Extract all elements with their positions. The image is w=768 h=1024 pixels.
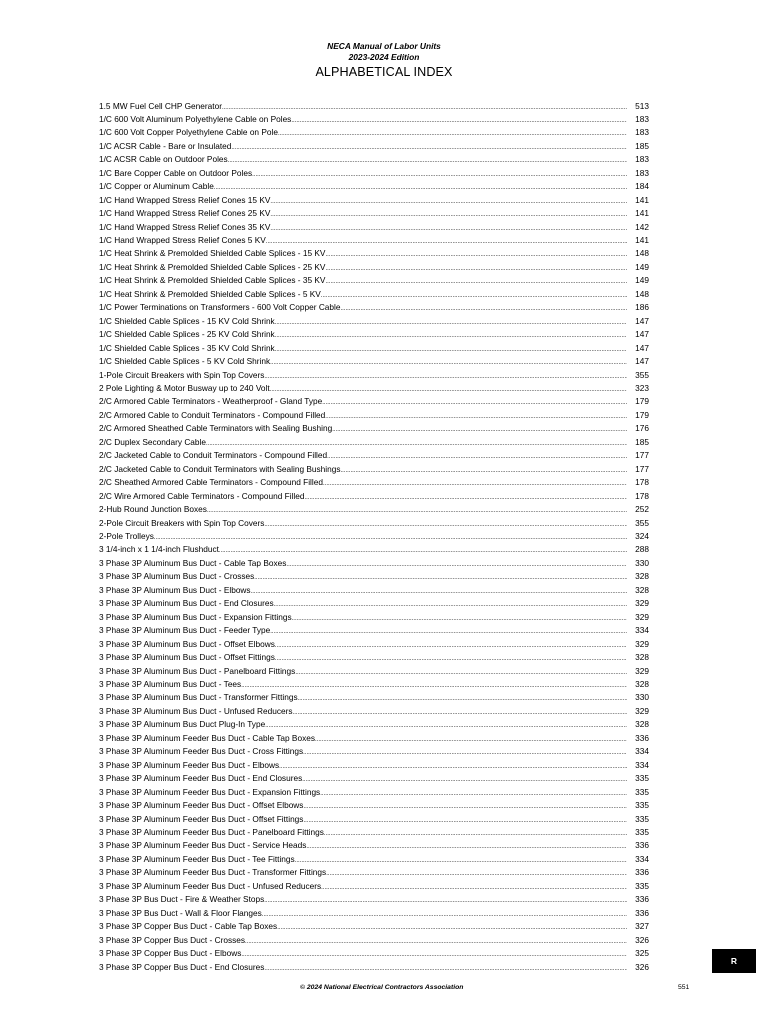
index-entry-page: 323 [635, 383, 649, 394]
index-entry-text: 3 Phase 3P Aluminum Feeder Bus Duct - Elbows [99, 759, 280, 770]
index-entry-text: 2-Hub Round Junction Boxes [99, 504, 207, 515]
dot-leader [320, 786, 627, 799]
index-entry-text: 1/C Hand Wrapped Stress Relief Cones 25 KV [99, 208, 271, 219]
dot-leader [264, 517, 627, 530]
index-entry-page: 335 [635, 880, 649, 891]
dot-leader [275, 342, 627, 355]
index-entry-text: 2 Pole Lighting & Motor Busway up to 240 Volt [99, 383, 270, 394]
index-entry [99, 490, 649, 503]
index-entry [99, 718, 649, 731]
index-entry-text: 3 Phase 3P Aluminum Feeder Bus Duct - Panelboard Fittings [99, 826, 324, 837]
index-entry-page: 176 [635, 423, 649, 434]
index-entry [99, 678, 649, 691]
index-entry [99, 530, 649, 543]
index-entry [99, 517, 649, 530]
index-entry [99, 597, 649, 610]
index-entry-text: 2/C Wire Armored Cable Terminators - Compound Filled [99, 490, 305, 501]
index-entry-page: 326 [635, 961, 649, 972]
index-entry-text: 1/C Shielded Cable Splices - 35 KV Cold Shrink [99, 342, 275, 353]
index-entry-page: 148 [635, 248, 649, 259]
dot-leader [275, 651, 627, 664]
index-entry [99, 853, 649, 866]
dot-leader [264, 961, 627, 974]
dot-leader [341, 301, 628, 314]
index-entry-text: 2/C Jacketed Cable to Conduit Terminators with Sealing Bushings [99, 463, 341, 474]
dot-leader [325, 261, 627, 274]
index-entry [99, 180, 649, 193]
index-entry-text: 1/C Heat Shrink & Premolded Shielded Cable Splices - 35 KV [99, 275, 326, 286]
index-entry-text: 3 Phase 3P Bus Duct - Wall & Floor Flanges [99, 907, 262, 918]
index-entry-text: 3 Phase 3P Copper Bus Duct - Cable Tap Boxes [99, 921, 278, 932]
index-entry-page: 330 [635, 692, 649, 703]
dot-leader [251, 584, 627, 597]
index-entry-page: 335 [635, 813, 649, 824]
dot-leader [264, 893, 627, 906]
index-entry-text: 1/C Shielded Cable Splices - 25 KV Cold Shrink [99, 329, 275, 340]
index-entry-text: 1/C Shielded Cable Splices - 5 KV Cold Shrink [99, 356, 271, 367]
index-entry [99, 409, 649, 422]
index-entry [99, 153, 649, 166]
index-entry [99, 422, 649, 435]
index-entry-page: 179 [635, 409, 649, 420]
dot-leader [277, 920, 627, 933]
dot-leader [278, 126, 627, 139]
index-entry-text: 1/C 600 Volt Aluminum Polyethylene Cable on Poles [99, 113, 292, 124]
index-entry-page: 329 [635, 665, 649, 676]
index-entry [99, 584, 649, 597]
index-entry-page: 179 [635, 396, 649, 407]
index-entry-text: 3 Phase 3P Aluminum Bus Duct - End Closures [99, 598, 274, 609]
index-entry-text: 1.5 MW Fuel Cell CHP Generator [99, 100, 222, 111]
index-entry-page: 326 [635, 934, 649, 945]
index-entry-page: 328 [635, 719, 649, 730]
index-entry [99, 624, 649, 637]
index-entry-text: 3 Phase 3P Aluminum Bus Duct - Crosses [99, 571, 255, 582]
index-entry [99, 772, 649, 785]
index-entry [99, 907, 649, 920]
index-entry-page: 147 [635, 329, 649, 340]
index-entry-page: 328 [635, 652, 649, 663]
dot-leader [327, 449, 627, 462]
index-entry-page: 334 [635, 759, 649, 770]
dot-leader [241, 678, 627, 691]
index-entry [99, 745, 649, 758]
dot-leader [252, 167, 627, 180]
index-entry [99, 826, 649, 839]
index-entry-text: 1/C Bare Copper Cable on Outdoor Poles [99, 167, 253, 178]
index-entry-text: 3 Phase 3P Aluminum Feeder Bus Duct - End Closures [99, 773, 303, 784]
index-entry-page: 334 [635, 625, 649, 636]
index-entry-page: 336 [635, 840, 649, 851]
index-entry-page: 183 [635, 127, 649, 138]
index-entry-text: 2/C Duplex Secondary Cable [99, 436, 206, 447]
dot-leader [274, 597, 627, 610]
index-entry-text: 3 Phase 3P Aluminum Feeder Bus Duct - Transformer Fittings [99, 867, 327, 878]
index-entry-page: 335 [635, 786, 649, 797]
index-entry-page: 149 [635, 275, 649, 286]
index-entry [99, 839, 649, 852]
index-entry-page: 334 [635, 746, 649, 757]
dot-leader [206, 436, 627, 449]
index-entry-page: 325 [635, 948, 649, 959]
dot-leader [222, 100, 627, 113]
index-entry-page: 178 [635, 477, 649, 488]
index-entry-text: 3 Phase 3P Aluminum Feeder Bus Duct - Unfused Reducers [99, 880, 322, 891]
index-entry-text: 3 Phase 3P Aluminum Bus Duct - Tees [99, 678, 242, 689]
index-entry [99, 665, 649, 678]
dot-leader [275, 638, 627, 651]
index-entry [99, 167, 649, 180]
dot-leader [326, 866, 627, 879]
index-entry [99, 638, 649, 651]
dot-leader [315, 732, 627, 745]
dot-leader [231, 140, 627, 153]
index-entry [99, 463, 649, 476]
index-entry-page: 288 [635, 544, 649, 555]
index-entry-text: 3 Phase 3P Aluminum Bus Duct - Elbows [99, 584, 251, 595]
index-entry-page: 336 [635, 907, 649, 918]
index-entry-list [99, 100, 649, 974]
index-entry-text: 1/C Hand Wrapped Stress Relief Cones 5 KV [99, 235, 266, 246]
dot-leader [325, 274, 627, 287]
index-entry [99, 247, 649, 260]
index-entry-page: 330 [635, 557, 649, 568]
index-entry-text: 2-Pole Circuit Breakers with Spin Top Covers [99, 517, 265, 528]
index-entry-page: 184 [635, 181, 649, 192]
footer-page-number: 551 [678, 984, 690, 991]
index-entry [99, 651, 649, 664]
index-entry-page: 141 [635, 235, 649, 246]
dot-leader [270, 207, 627, 220]
dot-leader [207, 503, 627, 516]
index-entry-text: 1/C Power Terminations on Transformers - 600 Volt Copper Cable [99, 302, 341, 313]
index-entry-text: 3 Phase 3P Aluminum Feeder Bus Duct - Cable Tap Boxes [99, 732, 315, 743]
index-entry-page: 328 [635, 571, 649, 582]
index-entry [99, 449, 649, 462]
index-entry-text: 3 Phase 3P Aluminum Bus Duct - Feeder Type [99, 625, 271, 636]
index-entry [99, 947, 649, 960]
index-entry-text: 1-Pole Circuit Breakers with Spin Top Covers [99, 369, 265, 380]
index-entry [99, 194, 649, 207]
index-entry-page: 334 [635, 853, 649, 864]
index-entry [99, 395, 649, 408]
index-entry-text: 1/C Heat Shrink & Premolded Shielded Cable Splices - 5 KV [99, 288, 321, 299]
edition-label: 2023-2024 Edition [348, 51, 420, 62]
dot-leader [295, 853, 627, 866]
dot-leader [219, 543, 627, 556]
index-entry-text: 2/C Armored Cable Terminators - Weatherproof - Gland Type [99, 396, 323, 407]
index-entry [99, 100, 649, 113]
dot-leader [279, 759, 627, 772]
index-entry-page: 149 [635, 261, 649, 272]
dot-leader [295, 665, 627, 678]
dot-leader [275, 328, 627, 341]
index-entry [99, 288, 649, 301]
index-entry-page: 329 [635, 705, 649, 716]
dot-leader [325, 409, 627, 422]
index-entry [99, 866, 649, 879]
index-entry [99, 113, 649, 126]
index-entry [99, 503, 649, 516]
dot-leader [303, 813, 627, 826]
index-entry [99, 436, 649, 449]
index-entry-text: 1/C 600 Volt Copper Polyethylene Cable on Pole [99, 127, 278, 138]
index-entry-text: 2/C Armored Cable to Conduit Terminators - Compound Filled [99, 409, 326, 420]
index-entry [99, 140, 649, 153]
index-entry [99, 261, 649, 274]
index-entry-page: 147 [635, 356, 649, 367]
dot-leader [321, 880, 627, 893]
dot-leader [262, 907, 627, 920]
dot-leader [265, 718, 627, 731]
index-entry-text: 3 Phase 3P Copper Bus Duct - End Closures [99, 961, 265, 972]
index-entry [99, 799, 649, 812]
index-entry-page: 178 [635, 490, 649, 501]
index-entry-page: 177 [635, 450, 649, 461]
index-entry-text: 3 Phase 3P Aluminum Bus Duct - Expansion Fittings [99, 611, 292, 622]
dot-leader [291, 113, 627, 126]
index-entry-text: 3 Phase 3P Aluminum Bus Duct Plug-In Type [99, 719, 266, 730]
section-tab-marker [712, 949, 756, 973]
index-entry-text: 3 Phase 3P Aluminum Feeder Bus Duct - Offset Elbows [99, 800, 304, 811]
index-entry-page: 147 [635, 315, 649, 326]
dot-leader [254, 570, 627, 583]
index-entry-page: 329 [635, 611, 649, 622]
index-entry-page: 327 [635, 921, 649, 932]
index-entry [99, 611, 649, 624]
dot-leader [228, 153, 627, 166]
index-entry-text: 3 Phase 3P Bus Duct - Fire & Weather Stops [99, 894, 265, 905]
index-entry [99, 543, 649, 556]
index-entry-page: 355 [635, 369, 649, 380]
index-entry-text: 1/C ACSR Cable on Outdoor Poles [99, 154, 228, 165]
index-entry [99, 315, 649, 328]
index-entry-page: 147 [635, 342, 649, 353]
index-entry-page: 336 [635, 894, 649, 905]
index-entry-page: 329 [635, 638, 649, 649]
index-entry-text: 1/C Heat Shrink & Premolded Shielded Cable Splices - 25 KV [99, 261, 326, 272]
index-entry [99, 382, 649, 395]
page-header [0, 41, 768, 80]
index-entry-page: 335 [635, 773, 649, 784]
index-entry-page: 324 [635, 531, 649, 541]
index-entry-text: 2/C Armored Sheathed Cable Terminators with Sealing Bushing [99, 423, 333, 434]
index-entry-text: 3 1/4-inch x 1 1/4-inch Flushduct [99, 544, 219, 555]
index-entry [99, 126, 649, 139]
index-entry [99, 934, 649, 947]
dot-leader [293, 705, 627, 718]
manual-title: NECA Manual of Labor Units [327, 41, 441, 51]
index-entry [99, 880, 649, 893]
index-entry-text: 3 Phase 3P Aluminum Bus Duct - Cable Tap Boxes [99, 557, 287, 568]
index-entry-text: 3 Phase 3P Aluminum Bus Duct - Transformer Fittings [99, 692, 298, 703]
index-entry-page: 252 [635, 504, 649, 515]
dot-leader [154, 530, 627, 543]
index-entry-text: 1/C Copper or Aluminum Cable [99, 181, 214, 192]
index-entry-text: 3 Phase 3P Aluminum Bus Duct - Panelboard Fittings [99, 665, 296, 676]
index-entry [99, 570, 649, 583]
index-entry-text: 3 Phase 3P Aluminum Bus Duct - Unfused Reducers [99, 705, 293, 716]
index-entry-text: 1/C Hand Wrapped Stress Relief Cones 15 KV [99, 194, 271, 205]
dot-leader [292, 611, 627, 624]
index-entry-page: 142 [635, 221, 649, 232]
index-entry [99, 274, 649, 287]
index-entry-page: 177 [635, 463, 649, 474]
index-entry-page: 329 [635, 598, 649, 609]
index-entry-text: 1/C ACSR Cable - Bare or Insulated [99, 140, 232, 151]
dot-leader [298, 691, 627, 704]
index-entry [99, 234, 649, 247]
dot-leader [322, 395, 627, 408]
dot-leader [286, 557, 627, 570]
index-entry [99, 207, 649, 220]
dot-leader [270, 221, 627, 234]
index-entry [99, 328, 649, 341]
index-entry [99, 813, 649, 826]
index-entry-text: 3 Phase 3P Aluminum Feeder Bus Duct - Service Heads [99, 840, 307, 851]
index-entry-text: 1/C Heat Shrink & Premolded Shielded Cable Splices - 15 KV [99, 248, 326, 259]
index-entry [99, 893, 649, 906]
index-entry-text: 1/C Shielded Cable Splices - 15 KV Cold Shrink [99, 315, 275, 326]
index-entry [99, 301, 649, 314]
index-entry-page: 513 [635, 100, 649, 111]
dot-leader [325, 247, 627, 260]
index-entry-text: 2/C Sheathed Armored Cable Terminators - Compound Filled [99, 477, 323, 488]
index-entry [99, 759, 649, 772]
dot-leader [323, 476, 627, 489]
index-title: ALPHABETICAL INDEX [315, 65, 453, 79]
dot-leader [303, 799, 627, 812]
dot-leader [264, 369, 627, 382]
index-entry-page: 185 [635, 436, 649, 447]
dot-leader [321, 288, 627, 301]
dot-leader [241, 947, 627, 960]
index-entry-text: 3 Phase 3P Copper Bus Duct - Elbows [99, 948, 242, 959]
index-entry [99, 786, 649, 799]
index-entry-page: 335 [635, 800, 649, 811]
dot-leader [270, 382, 627, 395]
index-entry-page: 335 [635, 826, 649, 837]
index-entry-text: 3 Phase 3P Aluminum Feeder Bus Duct - Cross Fittings [99, 746, 304, 757]
index-entry [99, 691, 649, 704]
index-entry-page: 328 [635, 678, 649, 689]
index-entry-text: 3 Phase 3P Aluminum Bus Duct - Offset Fittings [99, 652, 275, 663]
index-entry-page: 328 [635, 584, 649, 595]
dot-leader [275, 315, 627, 328]
dot-leader [214, 180, 627, 193]
dot-leader [270, 355, 627, 368]
index-entry-text: 3 Phase 3P Aluminum Feeder Bus Duct - Expansion Fittings [99, 786, 321, 797]
index-entry-page: 186 [635, 302, 649, 313]
dot-leader [303, 745, 627, 758]
index-entry-page: 336 [635, 867, 649, 878]
dot-leader [324, 826, 627, 839]
index-entry [99, 557, 649, 570]
index-entry-text: 1/C Hand Wrapped Stress Relief Cones 35 KV [99, 221, 271, 232]
index-entry [99, 342, 649, 355]
index-entry [99, 732, 649, 745]
index-entry [99, 476, 649, 489]
index-entry-page: 183 [635, 167, 649, 178]
index-entry-page: 141 [635, 194, 649, 205]
index-entry [99, 369, 649, 382]
index-entry-page: 336 [635, 732, 649, 743]
index-entry [99, 221, 649, 234]
index-entry-page: 185 [635, 140, 649, 151]
index-entry-text: 3 Phase 3P Aluminum Feeder Bus Duct - Offset Fittings [99, 813, 304, 824]
dot-leader [341, 463, 627, 476]
index-entry-page: 183 [635, 113, 649, 124]
section-tab-letter: R [730, 956, 738, 966]
index-entry [99, 705, 649, 718]
dot-leader [270, 624, 627, 637]
footer-copyright: © 2024 National Electrical Contractors Association [300, 984, 464, 991]
dot-leader [306, 839, 627, 852]
index-entry-page: 355 [635, 517, 649, 528]
index-entry-text: 3 Phase 3P Aluminum Bus Duct - Offset Elbows [99, 638, 275, 649]
index-entry-text: 3 Phase 3P Aluminum Feeder Bus Duct - Tee Fittings [99, 853, 295, 864]
dot-leader [332, 422, 627, 435]
dot-leader [270, 194, 627, 207]
dot-leader [245, 934, 627, 947]
index-entry-text: 2/C Jacketed Cable to Conduit Terminators - Compound Filled [99, 450, 328, 461]
index-entry-page: 183 [635, 154, 649, 165]
dot-leader [302, 772, 627, 785]
index-entry [99, 355, 649, 368]
index-entry-page: 141 [635, 208, 649, 219]
index-entry-page: 148 [635, 288, 649, 299]
index-entry [99, 961, 649, 974]
dot-leader [305, 490, 627, 503]
dot-leader [266, 234, 627, 247]
index-entry [99, 920, 649, 933]
index-entry-text: 2-Pole Trolleys [99, 531, 154, 541]
index-entry-text: 3 Phase 3P Copper Bus Duct - Crosses [99, 934, 246, 945]
